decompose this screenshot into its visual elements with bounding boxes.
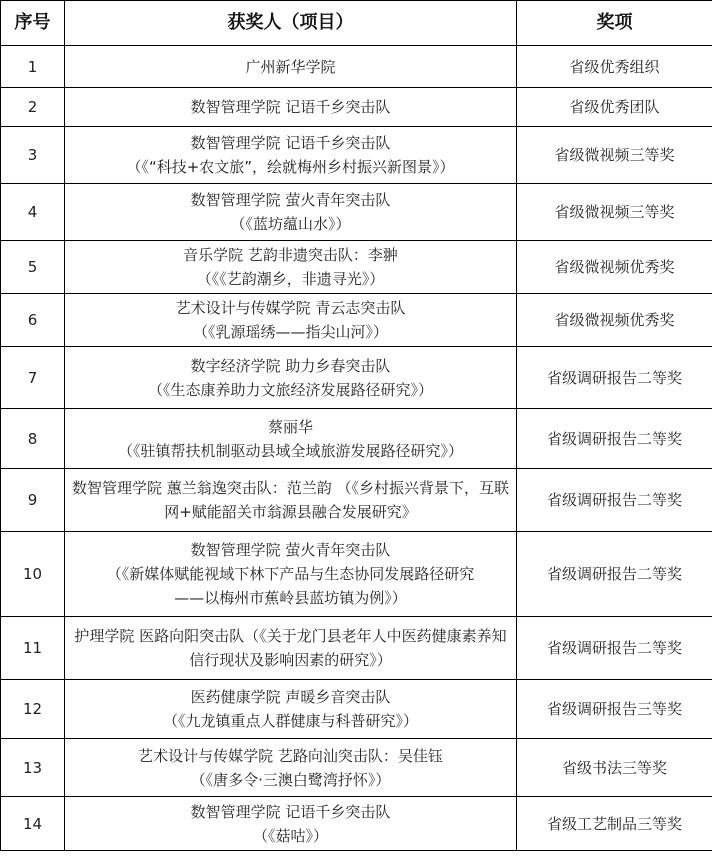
award-cell: 省级调研报告二等奖 xyxy=(517,347,712,409)
winner-line: （《驻镇帮扶机制驱动县域全域旅游发展路径研究》） xyxy=(117,441,463,460)
row-number: 2 xyxy=(1,88,65,127)
winner-line: 蔡丽华 xyxy=(267,417,313,436)
winner-line: 护理学院 医路向阳突击队（《关于龙门县老年人中医药健康素养知信行现状及影响因素的研究》） xyxy=(74,627,507,669)
winner-line: ——以梅州市蕉岭县蓝坊镇为例》） xyxy=(174,589,407,607)
winner-line: 数字经济学院 助力乡春突击队 xyxy=(190,356,391,375)
award-cell: 省级调研报告二等奖 xyxy=(517,469,712,532)
row-number: 5 xyxy=(1,241,65,294)
row-number: 8 xyxy=(1,409,65,469)
award-cell: 省级调研报告三等奖 xyxy=(517,680,712,739)
award-cell: 省级调研报告二等奖 xyxy=(517,617,712,680)
winner-line: （《乳源瑶绣——指尖山河》） xyxy=(192,323,388,341)
winner-line: （《唐多令·三澳白鹭湾抒怀》） xyxy=(190,770,391,789)
table-row xyxy=(1,739,712,797)
winner-line: 艺术设计与传媒学院 艺路向汕突击队：吴佳钰 xyxy=(138,746,443,765)
winner-line: （《新媒体赋能视域下林下产品与生态协同发展路径研究 xyxy=(106,565,475,583)
winner-line: （《《艺韵潮乡，非遗寻光》） xyxy=(196,270,385,288)
table-row xyxy=(1,127,712,184)
winner-line: 数智管理学院 记语千乡突击队 xyxy=(190,98,391,116)
table-row xyxy=(1,532,712,617)
winner-cell xyxy=(65,347,517,409)
winner-cell xyxy=(65,409,517,469)
row-number: 13 xyxy=(1,739,65,797)
table-row xyxy=(1,409,712,469)
winner-line: 音乐学院 艺韵非遗突击队：李翀 xyxy=(183,246,398,264)
winner-line: 医药健康学院 声暖乡音突击队 xyxy=(190,688,391,706)
winner-line: 数智管理学院 记语千乡突击队 xyxy=(190,134,391,152)
row-number: 6 xyxy=(1,294,65,347)
award-cell: 省级工艺制品三等奖 xyxy=(517,797,712,851)
award-cell: 省级微视频优秀奖 xyxy=(517,294,712,347)
row-number: 14 xyxy=(1,797,65,851)
award-cell: 省级优秀组织 xyxy=(517,46,712,88)
winner-cell xyxy=(65,680,517,739)
row-number: 10 xyxy=(1,532,65,617)
award-cell: 省级微视频优秀奖 xyxy=(517,241,712,294)
winner-cell xyxy=(65,294,517,347)
winner-cell xyxy=(65,532,517,617)
winner-cell xyxy=(65,617,517,680)
table-row xyxy=(1,88,712,127)
winner-line: 数智管理学院 记语千乡突击队 xyxy=(190,802,391,821)
winner-line: 数智管理学院 蕙兰翁逸突击队：范兰韵 （《乡村振兴背景下，互联网+赋能韶关市翁源县融合发展研究》 xyxy=(71,479,510,521)
winner-line: （《九龙镇重点人群健康与科普研究》） xyxy=(162,712,418,730)
award-cell: 省级微视频三等奖 xyxy=(517,127,712,184)
table-row xyxy=(1,797,712,851)
winner-line: 数智管理学院 萤火青年突击队 xyxy=(190,191,391,209)
winner-line: （《“科技+农文旅”，绘就梅州乡村振兴新图景》） xyxy=(126,158,455,176)
award-cell: 省级书法三等奖 xyxy=(517,739,712,797)
table-row xyxy=(1,241,712,294)
winner-cell xyxy=(65,184,517,241)
winner-line: 艺术设计与传媒学院 青云志突击队 xyxy=(175,299,406,317)
table-row xyxy=(1,184,712,241)
winner-cell xyxy=(65,127,517,184)
row-number: 12 xyxy=(1,680,65,739)
header-row xyxy=(1,1,712,46)
table-row xyxy=(1,294,712,347)
winner-line: （《生态康养助力文旅经济发展路径研究》） xyxy=(147,380,433,399)
row-number: 3 xyxy=(1,127,65,184)
header-award: 奖项 xyxy=(517,1,712,46)
winner-cell xyxy=(65,88,517,127)
winner-line: （《菇咕》） xyxy=(252,826,328,845)
table-row xyxy=(1,469,712,532)
winner-cell xyxy=(65,797,517,851)
winner-line: （《蓝坊蕴山水》） xyxy=(230,215,351,233)
row-number: 11 xyxy=(1,617,65,680)
table-row xyxy=(1,46,712,88)
winner-line: 广州新华学院 xyxy=(245,57,336,76)
winner-cell xyxy=(65,46,517,88)
award-cell: 省级微视频三等奖 xyxy=(517,184,712,241)
row-number: 1 xyxy=(1,46,65,88)
header-number: 序号 xyxy=(1,1,65,46)
row-number: 9 xyxy=(1,469,65,532)
winner-cell xyxy=(65,469,517,532)
row-number: 7 xyxy=(1,347,65,409)
header-winner: 获奖人（项目） xyxy=(65,1,517,46)
winner-cell xyxy=(65,739,517,797)
award-cell: 省级优秀团队 xyxy=(517,88,712,127)
winner-cell xyxy=(65,241,517,294)
table-row xyxy=(1,347,712,409)
award-cell: 省级调研报告二等奖 xyxy=(517,409,712,469)
table-row xyxy=(1,617,712,680)
row-number: 4 xyxy=(1,184,65,241)
table-row xyxy=(1,680,712,739)
winner-line: 数智管理学院 萤火青年突击队 xyxy=(190,541,391,559)
award-cell: 省级调研报告二等奖 xyxy=(517,532,712,617)
